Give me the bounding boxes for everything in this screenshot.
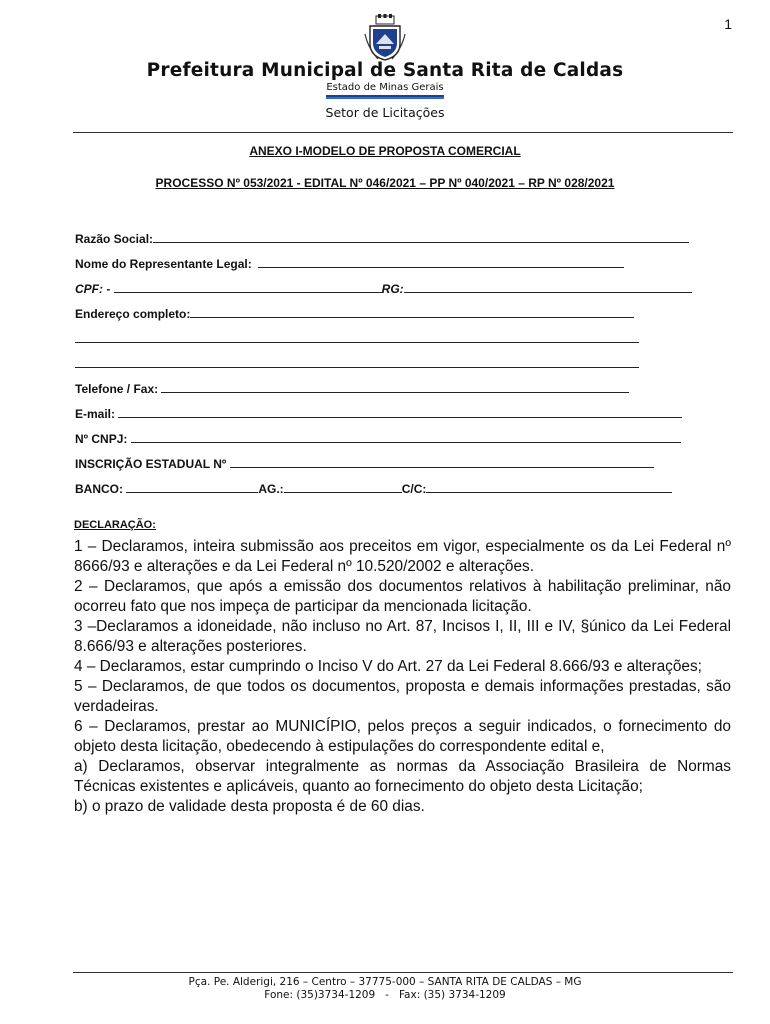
form-row-banco [75,481,705,506]
page-number: 1 [724,16,732,32]
footer [0,976,770,1002]
declaration-heading: DECLARAÇÃO: [74,519,156,531]
endereco-field-line-3[interactable] [75,356,639,368]
agencia-field[interactable] [284,481,402,493]
department-name: Setor de Licitações [325,105,445,120]
municipality-title: Prefeitura Municipal de Santa Rita de Caldas [146,60,624,81]
form-row-telefone [75,381,705,406]
declaration-item-b: b) o prazo de validade desta proposta é de 60 dias. [74,798,425,815]
municipal-crest-icon [364,14,406,62]
footer-divider [73,972,733,973]
footer-phone: Fone: (35)3734-1209 - Fax: (35) 3734-1209 [264,989,506,1001]
declaration-item-5: 5 – Declaramos, de que todos os documentos, proposta e demais informações prestadas, são verdadeiras. [74,678,731,715]
footer-address: Pça. Pe. Alderigi, 216 – Centro – 37775-000 – SANTA RITA DE CALDAS – MG [188,976,582,988]
banco-field[interactable] [126,481,258,493]
representante-label: Nome do Representante Legal: [75,257,252,271]
endereco-label: Endereço completo: [75,307,191,321]
agencia-label: AG.: [258,482,284,496]
cnpj-label: Nº CNPJ: [75,432,128,446]
cnpj-field[interactable] [131,431,681,443]
annex-title: ANEXO I-MODELO DE PROPOSTA COMERCIAL [249,144,521,158]
email-field[interactable] [118,406,682,418]
inscricao-field[interactable] [230,456,654,468]
razao-social-field[interactable] [153,231,689,243]
email-label: E-mail: [75,407,116,421]
endereco-field[interactable] [190,306,634,318]
letterhead [0,60,770,120]
form-row-razao-social [75,231,705,256]
header-divider [73,132,733,133]
process-reference: PROCESSO Nº 053/2021 - EDITAL Nº 046/2021 – PP Nº 040/2021 – RP Nº 028/2021 [155,176,615,190]
rg-label: RG: [381,282,404,296]
header-color-bar [326,95,444,99]
declaration-item-3: 3 –Declaramos a idoneidade, não incluso no Art. 87, Incisos I, II, III e IV, §único da Lei Federal 8.666/93 e alterações posteriores. [74,618,731,655]
form-row-email [75,406,705,431]
razao-social-label: Razão Social: [75,232,154,246]
representante-field[interactable] [258,256,624,268]
form-row-representante [75,256,705,281]
form-row-inscricao [75,456,705,481]
rg-field[interactable] [404,281,692,293]
conta-label: C/C: [401,482,427,496]
conta-field[interactable] [426,481,672,493]
declaration-body [74,537,731,817]
inscricao-label: INSCRIÇÃO ESTADUAL Nº [75,457,227,471]
form-row-cnpj [75,431,705,456]
declaration-item-2: 2 – Declaramos, que após a emissão dos documentos relativos à habilitação preliminar, não ocorreu fato que nos impeça de participar da mencionada licitação. [74,578,731,615]
endereco-field-line-2[interactable] [75,331,639,343]
declaration-item-a: a) Declaramos, observar integralmente as normas da Associação Brasileira de Normas Técnicas existentes e aplicáveis, quanto ao fornecimento do objeto desta Licitação; [74,758,731,795]
cpf-field[interactable] [114,281,382,293]
telefone-label: Telefone / Fax: [75,382,159,396]
declaration-item-1: 1 – Declaramos, inteira submissão aos preceitos em vigor, especialmente os da Lei Federal nº 8666/93 e alterações e da Lei Federal nº 10.520/2002 e alterações. [74,538,731,575]
form-row-endereco [75,306,705,331]
banco-label: BANCO: [75,482,123,496]
declaration-item-6: 6 – Declaramos, prestar ao MUNICÍPIO, pelos preços a seguir indicados, o fornecimento do objeto desta licitação, obedecendo à estipulações do correspondente edital e, [74,718,731,755]
declaration-item-4: 4 – Declaramos, estar cumprindo o Inciso V do Art. 27 da Lei Federal 8.666/93 e alterações; [74,658,702,675]
form-row-cpf-rg [75,281,705,306]
form-row-endereco-cont-1 [75,331,705,356]
form-row-endereco-cont-2 [75,356,705,381]
state-subtitle: Estado de Minas Gerais [326,82,444,93]
cpf-label: CPF: - [75,282,111,296]
proposal-form [75,231,705,506]
telefone-field[interactable] [161,381,629,393]
